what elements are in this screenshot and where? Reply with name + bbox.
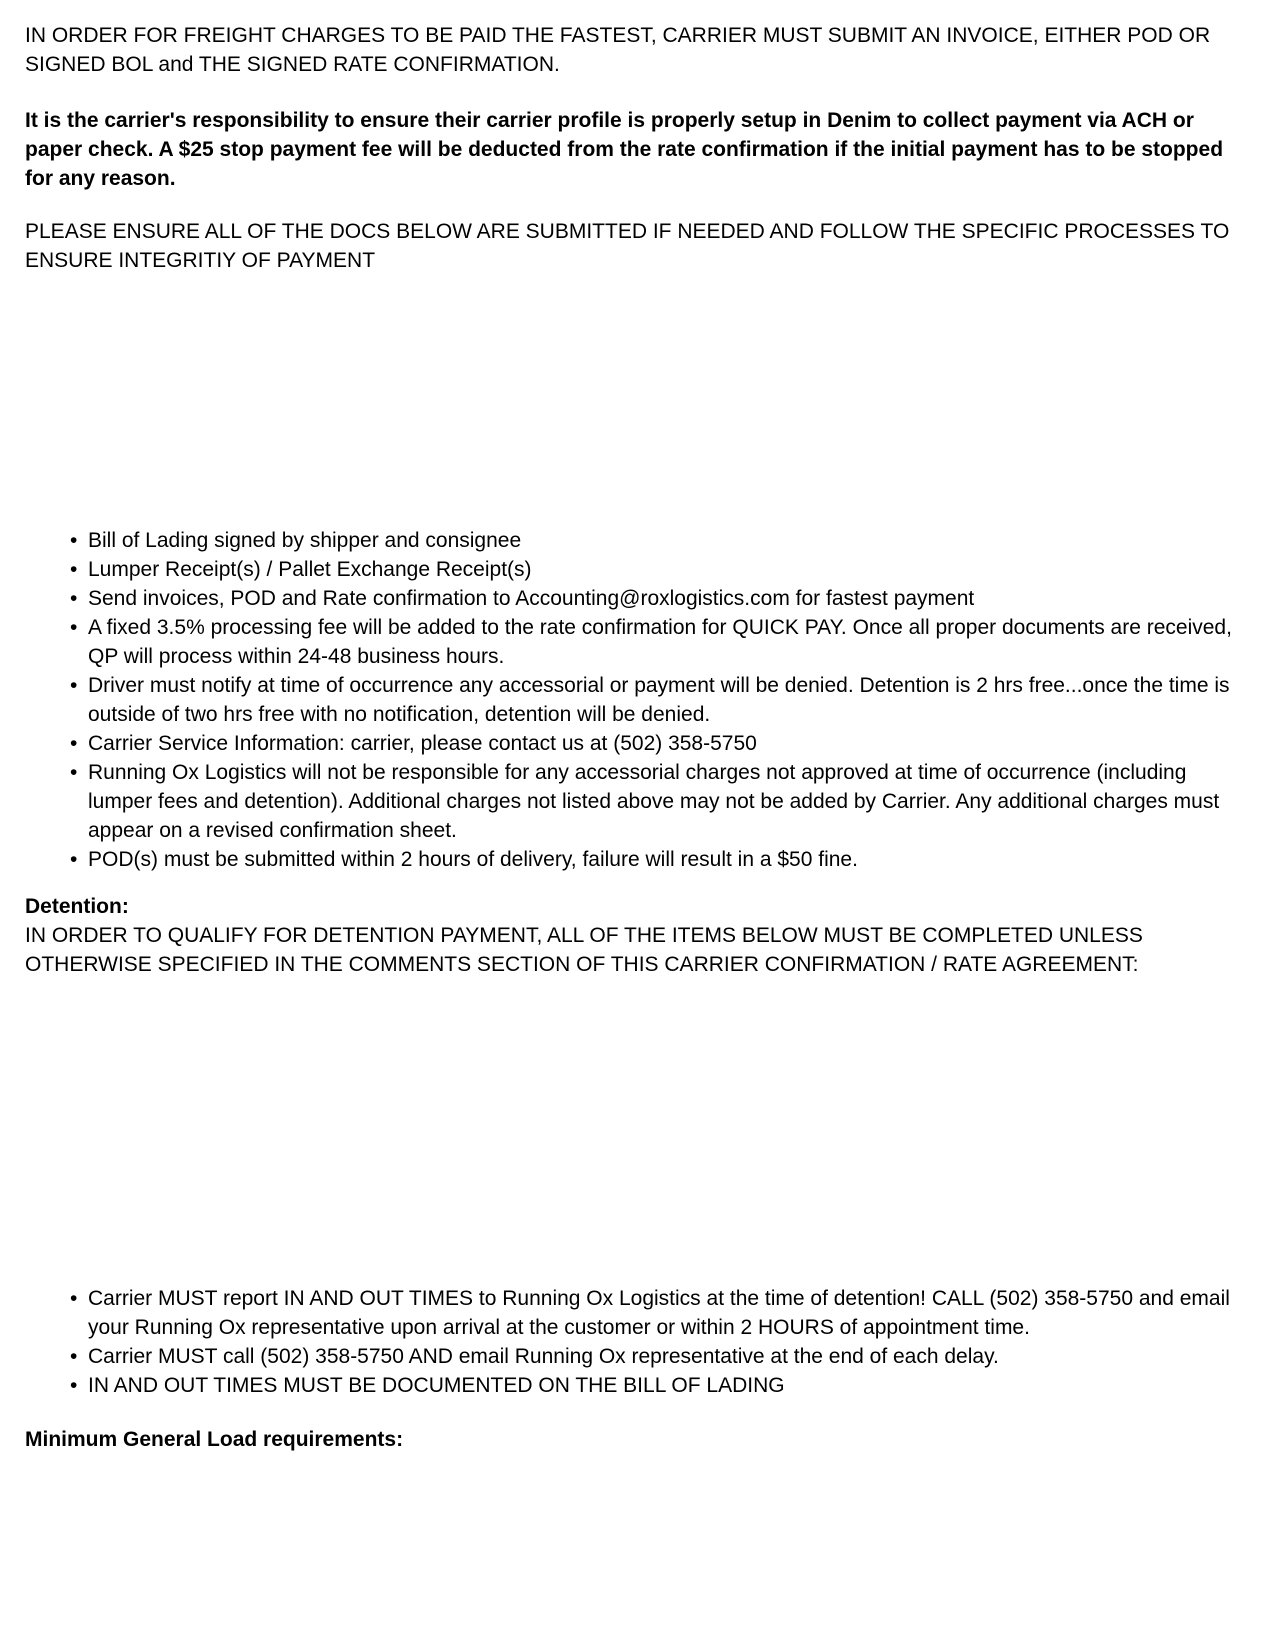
payment-requirements-list <box>70 526 1250 874</box>
list-item: • IN AND OUT TIMES MUST BE DOCUMENTED ON THE BILL OF LADING <box>70 1371 1250 1400</box>
list-item: • Driver must notify at time of occurrence any accessorial or payment will be denied. Detention is 2 hrs free...once the time is outside of two hrs free with no notification, detention will be denied. <box>70 671 1250 729</box>
list-item: • A fixed 3.5% processing fee will be added to the rate confirmation for QUICK PAY. Once all proper documents are received, QP will process within 24-48 business hours. <box>70 613 1250 671</box>
list-item: • Running Ox Logistics will not be responsible for any accessorial charges not approved at time of occurrence (including lumper fees and detention). Additional charges not listed above may not be added by Carrier. Any additional charges must appear on a revised confirmation sheet. <box>70 758 1250 845</box>
detention-intro: IN ORDER TO QUALIFY FOR DETENTION PAYMENT, ALL OF THE ITEMS BELOW MUST BE COMPLETED UNLESS OTHERWISE SPECIFIED IN THE COMMENTS SECTION OF THIS CARRIER CONFIRMATION / RATE AGREEMENT: <box>25 924 1143 976</box>
docs-notice: PLEASE ENSURE ALL OF THE DOCS BELOW ARE SUBMITTED IF NEEDED AND FOLLOW THE SPECIFIC PROCESSES TO ENSURE INTEGRITIY OF PAYMENT <box>25 220 1230 272</box>
list-item: • POD(s) must be submitted within 2 hours of delivery, failure will result in a $50 fine. <box>70 845 1250 874</box>
list-item: • Carrier MUST report IN AND OUT TIMES to Running Ox Logistics at the time of detention! CALL (502) 358-5750 and email your Running Ox representative upon arrival at the customer or within 2 HOURS of appointment time. <box>70 1284 1250 1342</box>
list-item: • Carrier MUST call (502) 358-5750 AND email Running Ox representative at the end of each delay. <box>70 1342 1250 1371</box>
list-item: • Lumper Receipt(s) / Pallet Exchange Receipt(s) <box>70 555 1250 584</box>
load-requirements-heading: Minimum General Load requirements: <box>25 1428 404 1451</box>
list-item: • Bill of Lading signed by shipper and consignee <box>70 526 1250 555</box>
detention-heading: Detention: <box>25 895 129 918</box>
list-item: • Carrier Service Information: carrier, please contact us at (502) 358-5750 <box>70 729 1250 758</box>
list-item: • Send invoices, POD and Rate confirmation to Accounting@roxlogistics.com for fastest payment <box>70 584 1250 613</box>
detention-requirements-list <box>70 1284 1250 1400</box>
payment-intro: IN ORDER FOR FREIGHT CHARGES TO BE PAID THE FASTEST, CARRIER MUST SUBMIT AN INVOICE, EITHER POD OR SIGNED BOL and THE SIGNED RATE CONFIRMATION. <box>25 24 1211 76</box>
carrier-responsibility-notice: It is the carrier's responsibility to ensure their carrier profile is properly setup in Denim to collect payment via ACH or paper check. A $25 stop payment fee will be deducted from the rate confirmation if the initial payment has to be stopped for any reason. <box>25 109 1224 190</box>
